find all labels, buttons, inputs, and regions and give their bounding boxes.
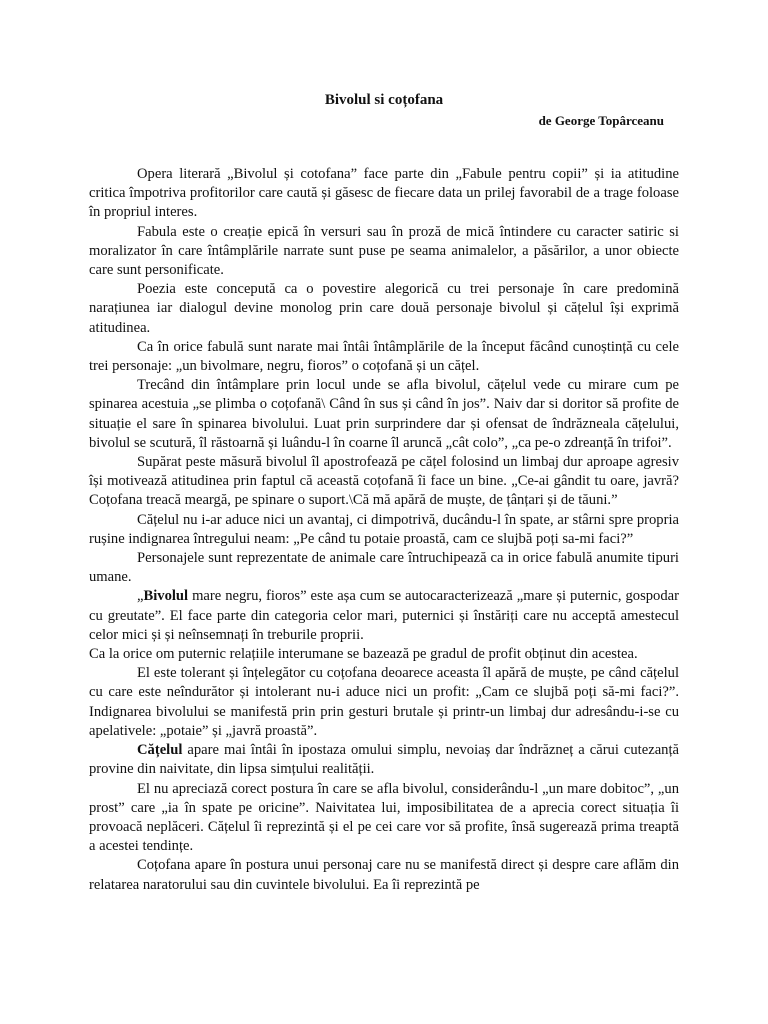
paragraph-text: Cățelul nu i-ar aduce nici un avantaj, ci dimpotrivă, ducându-l în spate, ar stârni spre propria rușine indignarea întregului neam: „Pe când tu potaie proastă, cam ce slujbă poți sa-mi faci?” <box>89 511 679 547</box>
paragraph <box>89 645 679 664</box>
paragraph-text: Opera literară „Bivolul și cotofana” face parte din „Fabule pentru copii” și ia atitudine critica împotriva profitorilor care caută și găsesc de fiecare data un prilej favorabil de a trage foloase în propriul interes. <box>89 166 679 221</box>
paragraph-text: Personajele sunt reprezentate de animale care întruchipează ca in orice fabulă anumite tipuri umane. <box>89 550 679 586</box>
paragraph-text: El nu apreciază corect postura în care se afla bivolul, considerându-l „un mare dobitoc”, „un prost” care „ia în spate pe oricine”. Naivitatea lui, imposibilitatea de a aprecia corect situația îi provoacă neplăceri. Cățelul îi reprezintă și el pe cei care vor să profite, însă sugerează prima treaptă a acestei tendințe. <box>89 780 679 855</box>
paragraph-text: Supărat peste măsură bivolul îl apostrofează pe cățel folosind un limbaj dur aproape agresiv își motivează atitudinea prin faptul că această coțofană îi face un bine. „Ce-ai gândit tu oare, javră? Coțofana treacă meargă, pe spinare o suport.\Că mă apără de muște, de țânțari și de tăuni.” <box>89 454 679 509</box>
paragraph-bold-term: Cățelul <box>137 742 183 759</box>
paragraph-text: Coțofana apare în postura unui personaj care nu se manifestă direct și despre care aflăm din relatarea naratorului sau din cuvintele bivolului. Ea îi reprezintă pe <box>89 857 679 893</box>
paragraph <box>89 165 679 223</box>
paragraph-text: El este tolerant și înțelegător cu coțofana deoarece aceasta îl apără de muște, pe când cățelul cu care este neîndurător și intolerant nu-i aduce nici un profit: „Cam ce slujbă poți să-mi faci?”. Indignarea bivolului se manifestă prin prin gesturi brutale și printr-un limbaj dur adresându-i-se cu apelativele: „potaie” și „javră proastă”. <box>89 665 679 739</box>
document-body <box>89 165 679 895</box>
paragraph-bold-term: Bivolul <box>143 588 189 605</box>
paragraph-text: Trecând din întâmplare prin locul unde se afla bivolul, cățelul vede cu mirare cum pe spinarea acestuia „se plimba o coțofană\ Când în sus și când în jos”. Naiv dar si doritor să profite de situație el sare în spinarea bivolului. Luat prin surprindere dar și ofensat de îndrăzneala cățelului, bivolul se scutură, îl răstoarnă și luându-l în coarne îl aruncă „cât colo”, „ca pe-o zdreanță în trifoi”. <box>89 377 679 451</box>
paragraph-lead: „ <box>137 588 144 605</box>
paragraph <box>89 280 679 338</box>
document-author: de George Topârceanu <box>538 113 664 128</box>
paragraph-text: Ca în orice fabulă sunt narate mai întâi întâmplările de la început făcând cunoștință cu cele trei personaje: „un bivolmare, negru, fioros” o coțofană și un cățel. <box>89 338 679 375</box>
paragraph-text: Poezia este concepută ca o povestire alegorică cu trei personaje în care predomină narațiunea iar dialogul devine monolog prin care două personaje bivolul și cățelul își exprimă atitudinea. <box>89 281 679 336</box>
paragraph <box>89 338 679 376</box>
paragraph <box>89 453 679 511</box>
paragraph <box>89 780 679 857</box>
paragraph <box>89 587 679 645</box>
paragraph-text: Fabula este o creație epică în versuri sau în proză de mică întindere cu caracter satiric si moralizator în care întâmplările narrate sunt puse pe seama animalelor, a păsărilor, a unor obiecte care sunt personificate. <box>89 223 679 279</box>
paragraph <box>89 511 679 549</box>
paragraph-text: apare mai întâi în ipostaza omului simplu, nevoiaș dar îndrăzneț a cărui cutezanță provine din naivitate, din lipsa simțului realității. <box>89 742 679 778</box>
document-title: Bivolul si coțofana <box>324 92 444 108</box>
paragraph <box>89 223 679 281</box>
paragraph-text: Ca la orice om puternic relațiile interumane se bazează pe gradul de profit obținut din acestea. <box>89 646 638 663</box>
paragraph <box>89 741 679 779</box>
paragraph-text: mare negru, fioros” este așa cum se autocaracterizează „mare și puternic, gospodar cu greutate”. El face parte din categoria celor mari, puternici și înstăriți care nu acceptă amestecul celor mici și și neînsemnați în treburile proprii. <box>89 588 679 643</box>
paragraph <box>89 549 679 587</box>
paragraph <box>89 376 679 453</box>
paragraph <box>89 664 679 741</box>
paragraph <box>89 856 679 894</box>
